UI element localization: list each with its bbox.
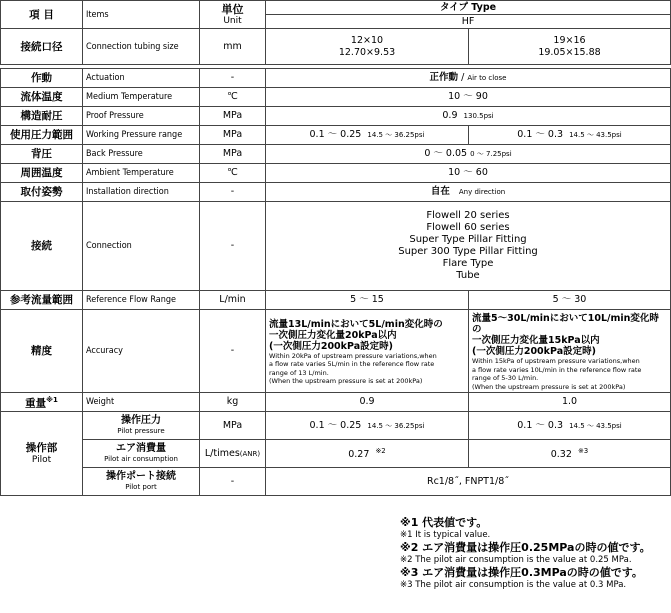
working-pressure-b-cell — [469, 126, 671, 145]
accuracy-a-en: Within 20kPa of upstream pressure variations,when — [269, 351, 437, 360]
pilot-consumption-a-cell — [266, 440, 469, 468]
footnote-3-en: ※3 The pilot air consumption is the value at 0.3 MPa. — [400, 580, 627, 590]
accuracy-en: Accuracy — [83, 310, 200, 393]
ambient-temp-en: Ambient Temperature — [83, 164, 200, 183]
medium-temp-unit: ℃ — [200, 88, 266, 107]
medium-temp-en: Medium Temperature — [83, 88, 200, 107]
header-type-label: タイプ Type — [266, 1, 671, 15]
back-pressure-en: Back Pressure — [83, 145, 200, 164]
connection-item: Flare Type — [442, 258, 494, 269]
header-row — [1, 1, 671, 15]
ambient-temp-value: 10 ～ 60 — [266, 164, 671, 183]
ambient-temp-jp: 周囲温度 — [1, 164, 83, 183]
row-connection — [1, 202, 671, 291]
pilot-consumption-a: 0.27 — [348, 449, 370, 461]
proof-pressure-unit: MPa — [200, 107, 266, 126]
flow-range-jp: 参考流量範囲 — [1, 291, 83, 310]
working-pressure-a: 0.1 ～ 0.25 — [309, 129, 362, 140]
accuracy-b-line: 一次側圧力変化量15kPa以内 — [472, 335, 600, 346]
pilot-port-unit: - — [200, 468, 266, 496]
pilot-pressure-en: Pilot pressure — [117, 427, 165, 435]
pilot-port-value: Rc1/8˝, FNPT1/8˝ — [266, 468, 671, 496]
pilot-port-jp: 操作ポート接続 — [106, 471, 176, 482]
pilot-pressure-a: 0.1 ～ 0.25 — [309, 419, 362, 431]
weight-note: ※1 — [46, 396, 58, 405]
back-pressure-sub: 0 ～ 7.25psi — [470, 150, 512, 158]
connection-item: Super 300 Type Pillar Fitting — [398, 246, 538, 257]
connection-tubing-a — [266, 29, 469, 65]
header-unit — [200, 1, 266, 29]
pilot-consumption-b-note: ※3 — [577, 447, 589, 456]
header-item-jp: 項 目 — [1, 1, 83, 29]
flow-range-unit: L/min — [200, 291, 266, 310]
installation-value-jp: 自在 — [430, 186, 450, 197]
pilot-consumption-b: 0.32 — [550, 449, 572, 461]
accuracy-b-line: 流量5～30L/minにおいて10L/min変化時の — [472, 313, 659, 335]
header-unit-jp: 単位 — [221, 2, 244, 16]
installation-jp: 取付姿勢 — [1, 183, 83, 202]
accuracy-a-line: (一次側圧力200kPa設定時) — [269, 340, 393, 352]
row-working-pressure — [1, 126, 671, 145]
accuracy-a-line: 流量13L/minにおいて5L/min変化時の — [269, 318, 443, 330]
header-type-value: HF — [266, 15, 671, 29]
connection-tubing-jp: 接続口径 — [1, 29, 83, 65]
pilot-pressure-b-cell — [469, 412, 671, 440]
connection-tubing-en: Connection tubing size — [83, 29, 200, 65]
medium-temp-jp: 流体温度 — [1, 88, 83, 107]
row-weight — [1, 393, 671, 412]
actuation-value-en: Air to close — [467, 74, 507, 82]
weight-jp-cell — [1, 393, 83, 412]
connection-jp: 接続 — [1, 202, 83, 291]
working-pressure-unit: MPa — [200, 126, 266, 145]
actuation-en: Actuation — [83, 69, 200, 88]
connection-item: Flowell 20 series — [426, 210, 510, 221]
weight-b: 1.0 — [469, 393, 671, 412]
actuation-value — [266, 69, 671, 88]
pilot-consumption-jp: エア消費量 — [116, 443, 166, 454]
row-installation — [1, 183, 671, 202]
working-pressure-a-sub: 14.5 ～ 36.25psi — [367, 131, 425, 139]
actuation-sep: / — [458, 72, 468, 83]
connection-tubing-a2: 12.70×9.53 — [338, 46, 396, 58]
pilot-consumption-b-cell — [469, 440, 671, 468]
accuracy-a — [266, 310, 469, 393]
accuracy-unit: - — [200, 310, 266, 393]
row-back-pressure — [1, 145, 671, 164]
working-pressure-b-sub: 14.5 ～ 43.5psi — [569, 131, 622, 139]
accuracy-a-line: 一次側圧力変化量20kPa以内 — [269, 329, 397, 341]
connection-tubing-unit: mm — [200, 29, 266, 65]
installation-value-en: Any direction — [458, 188, 506, 196]
pilot-pressure-unit: MPa — [200, 412, 266, 440]
connection-tubing-b — [469, 29, 671, 65]
installation-value-cell — [266, 183, 671, 202]
working-pressure-a-cell — [266, 126, 469, 145]
footnote-1-jp: ※1 代表値です。 — [400, 516, 488, 529]
back-pressure-jp: 背圧 — [1, 145, 83, 164]
proof-pressure-en: Proof Pressure — [83, 107, 200, 126]
row-medium-temp — [1, 88, 671, 107]
accuracy-b-en: range of 5-30 L/min. — [472, 374, 539, 382]
working-pressure-en: Working Pressure range — [83, 126, 200, 145]
proof-pressure-sub: 130.5psi — [463, 112, 494, 120]
connection-tubing-b2: 19.05×15.88 — [538, 46, 601, 58]
back-pressure-value-cell — [266, 145, 671, 164]
pilot-cell — [1, 412, 83, 496]
pilot-pressure-label — [83, 412, 200, 440]
weight-a: 0.9 — [266, 393, 469, 412]
row-pilot-port — [1, 468, 671, 496]
row-ambient-temp — [1, 164, 671, 183]
pilot-port-label — [83, 468, 200, 496]
accuracy-a-en: a flow rate varies 5L/min in the reference flow rate — [269, 360, 435, 368]
row-pilot-consumption — [1, 440, 671, 468]
header-unit-en: Unit — [223, 15, 242, 26]
accuracy-b-en: a flow rate varies 10L/min in the reference flow rate — [472, 365, 642, 374]
connection-item: Super Type Pillar Fitting — [409, 234, 527, 245]
header-item-en: Items — [83, 1, 200, 29]
proof-pressure-jp: 構造耐圧 — [1, 107, 83, 126]
pilot-consumption-label — [83, 440, 200, 468]
ambient-temp-unit: ℃ — [200, 164, 266, 183]
pilot-en: Pilot — [31, 454, 52, 465]
accuracy-a-en: (When the upstream pressure is set at 200kPa) — [269, 377, 423, 385]
flow-range-a: 5 ～ 15 — [266, 291, 469, 310]
accuracy-b-en: (When the upstream pressure is set at 200kPa) — [472, 382, 626, 391]
pilot-consumption-unit-cell — [200, 440, 266, 468]
footnotes — [400, 516, 671, 591]
row-proof-pressure — [1, 107, 671, 126]
pilot-pressure-a-sub: 14.5 ～ 36.25psi — [367, 421, 425, 430]
pilot-pressure-b-sub: 14.5 ～ 43.5psi — [569, 421, 622, 430]
connection-tubing-a1: 12×10 — [350, 34, 384, 46]
footnote-2-en: ※2 The pilot air consumption is the value at 0.25 MPa. — [400, 555, 632, 565]
working-pressure-b: 0.1 ～ 0.3 — [517, 129, 564, 140]
connection-tubing-b1: 19×16 — [553, 34, 586, 46]
flow-range-b: 5 ～ 30 — [469, 291, 671, 310]
flow-range-en: Reference Flow Range — [83, 291, 200, 310]
proof-pressure-value-cell — [266, 107, 671, 126]
pilot-pressure-b: 0.1 ～ 0.3 — [517, 419, 564, 431]
pilot-consumption-unit-sub: (ANR) — [239, 449, 261, 458]
pilot-jp: 操作部 — [25, 441, 58, 454]
pilot-consumption-en: Pilot air consumption — [104, 455, 178, 463]
row-actuation — [1, 69, 671, 88]
installation-en: Installation direction — [83, 183, 200, 202]
connection-item: Flowell 60 series — [426, 222, 510, 233]
connection-list — [266, 202, 671, 291]
pilot-pressure-jp: 操作圧力 — [121, 415, 161, 426]
footnote-1-en: ※1 It is typical value. — [400, 530, 491, 540]
accuracy-b — [469, 310, 671, 393]
back-pressure-value: 0 ～ 0.05 — [424, 148, 468, 159]
accuracy-jp: 精度 — [1, 310, 83, 393]
footnote-2-jp: ※2 エア消費量は操作圧0.25MPaの時の値です。 — [400, 541, 651, 554]
actuation-unit: - — [200, 69, 266, 88]
row-accuracy — [1, 310, 671, 393]
accuracy-a-en: range of 13 L/min. — [269, 368, 329, 377]
working-pressure-jp: 使用圧力範囲 — [1, 126, 83, 145]
weight-en: Weight — [83, 393, 200, 412]
back-pressure-unit: MPa — [200, 145, 266, 164]
actuation-jp: 作動 — [1, 69, 83, 88]
actuation-value-jp: 正作動 — [429, 72, 459, 83]
pilot-consumption-a-note: ※2 — [375, 447, 386, 456]
footnote-3-jp: ※3 エア消費量は操作圧0.3MPaの時の値です。 — [400, 566, 643, 579]
row-connection-tubing — [1, 29, 671, 65]
pilot-pressure-a-cell — [266, 412, 469, 440]
accuracy-b-en: Within 15kPa of upstream pressure variations,when — [472, 357, 640, 365]
proof-pressure-value: 0.9 — [442, 110, 458, 121]
installation-unit: - — [200, 183, 266, 202]
connection-en: Connection — [83, 202, 200, 291]
row-pilot-pressure — [1, 412, 671, 440]
connection-item: Tube — [456, 270, 480, 281]
connection-unit: - — [200, 202, 266, 291]
medium-temp-value: 10 ～ 90 — [266, 88, 671, 107]
weight-jp: 重量 — [25, 397, 47, 410]
pilot-port-en: Pilot port — [125, 483, 157, 491]
pilot-consumption-unit: L/times — [204, 447, 240, 459]
row-flow-range — [1, 291, 671, 310]
weight-unit: kg — [200, 393, 266, 412]
accuracy-b-line: (一次側圧力200kPa設定時) — [472, 346, 596, 357]
